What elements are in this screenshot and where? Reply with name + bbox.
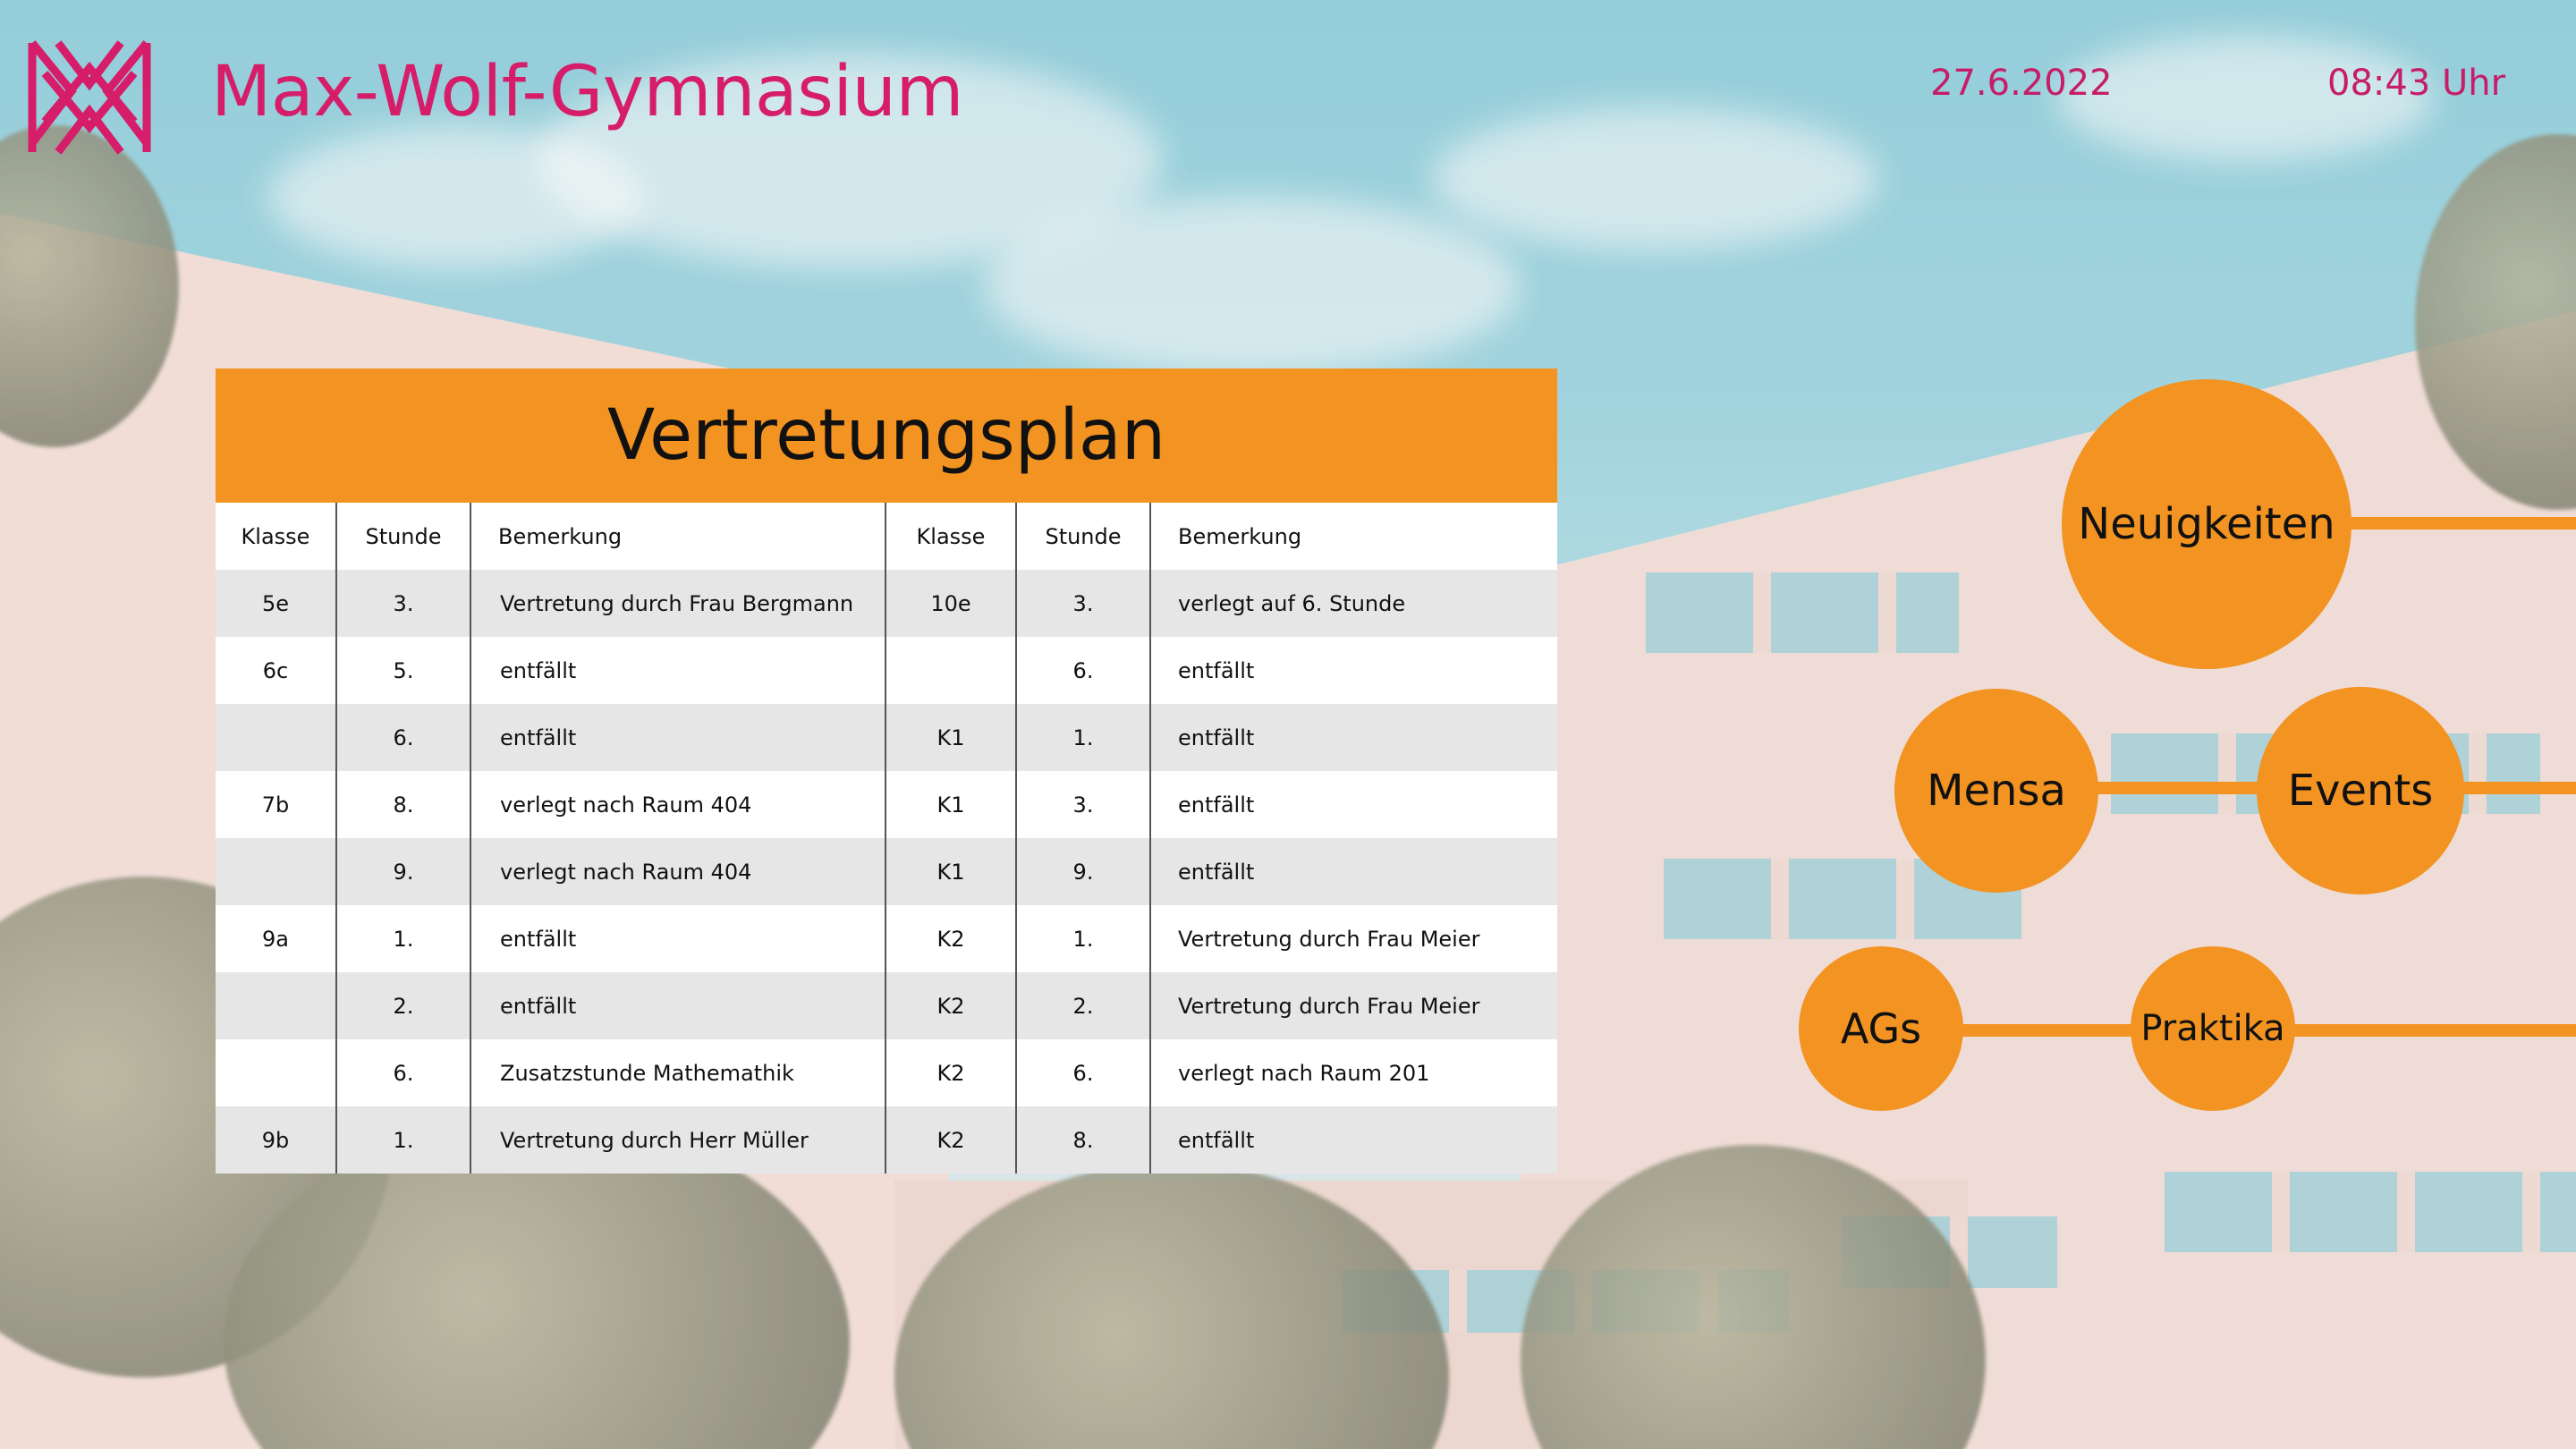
cell-bemerkung: entfällt: [470, 905, 886, 972]
cell-stunde: 9.: [1016, 838, 1150, 905]
nav-label: Praktika: [2140, 1008, 2285, 1049]
nav-bubble-praktika[interactable]: [2131, 946, 2295, 1111]
table-row: [216, 838, 1557, 905]
cell-bemerkung: entfällt: [1150, 704, 1557, 771]
cell-stunde: 6.: [1016, 637, 1150, 704]
cell-klasse: 7b: [216, 771, 336, 838]
cell-stunde: 6.: [336, 704, 470, 771]
cell-stunde: 2.: [336, 972, 470, 1039]
cell-bemerkung: Vertretung durch Frau Meier: [1150, 972, 1557, 1039]
cell-klasse: [216, 1039, 336, 1106]
cell-bemerkung: entfällt: [1150, 637, 1557, 704]
table-row: [216, 771, 1557, 838]
date-display: 27.6.2022: [1930, 63, 2113, 104]
cell-bemerkung: verlegt nach Raum 404: [470, 771, 886, 838]
cell-stunde: 1.: [1016, 704, 1150, 771]
cell-klasse: K1: [886, 838, 1016, 905]
cell-stunde: 2.: [1016, 972, 1150, 1039]
table-row: [216, 972, 1557, 1039]
cell-bemerkung: entfällt: [470, 637, 886, 704]
cell-klasse: [216, 972, 336, 1039]
plan-header: [216, 369, 1557, 503]
connector-line: [2343, 517, 2576, 530]
cell-stunde: 1.: [1016, 905, 1150, 972]
nav-label: Events: [2287, 766, 2434, 816]
cell-klasse: [216, 704, 336, 771]
cell-klasse: 9b: [216, 1106, 336, 1174]
cell-stunde: 9.: [336, 838, 470, 905]
cell-klasse: K1: [886, 771, 1016, 838]
cell-klasse: K2: [886, 1039, 1016, 1106]
cell-stunde: 6.: [336, 1039, 470, 1106]
cell-klasse: K2: [886, 1106, 1016, 1174]
nav-label: AGs: [1840, 1004, 1922, 1053]
cell-bemerkung: verlegt nach Raum 404: [470, 838, 886, 905]
column-header-bemerkung: Bemerkung: [470, 503, 886, 570]
column-header-klasse: Klasse: [216, 503, 336, 570]
nav-bubble-mensa[interactable]: [1894, 689, 2098, 893]
table-row: [216, 570, 1557, 637]
table-row: [216, 704, 1557, 771]
cell-klasse: K2: [886, 905, 1016, 972]
cell-stunde: 5.: [336, 637, 470, 704]
cell-stunde: 3.: [1016, 570, 1150, 637]
cell-stunde: 3.: [1016, 771, 1150, 838]
cell-bemerkung: Vertretung durch Frau Bergmann: [470, 570, 886, 637]
cell-klasse: 6c: [216, 637, 336, 704]
nav-label: Mensa: [1927, 766, 2066, 816]
school-name: Max-Wolf-Gymnasium: [211, 52, 963, 132]
cell-bemerkung: Vertretung durch Herr Müller: [470, 1106, 886, 1174]
nav-bubble-neuigkeiten[interactable]: [2062, 379, 2351, 669]
nav-label: Neuigkeiten: [2078, 499, 2335, 549]
table-row: [216, 1106, 1557, 1174]
time-display: 08:43 Uhr: [2327, 63, 2506, 104]
column-header-bemerkung: Bemerkung: [1150, 503, 1557, 570]
cell-klasse: 10e: [886, 570, 1016, 637]
plan-title: Vertretungsplan: [606, 395, 1166, 476]
cell-bemerkung: verlegt auf 6. Stunde: [1150, 570, 1557, 637]
nav-bubble-events[interactable]: [2257, 687, 2464, 894]
substitution-plan: [216, 369, 1557, 1174]
cell-klasse: [886, 637, 1016, 704]
column-header-klasse: Klasse: [886, 503, 1016, 570]
table-row: [216, 637, 1557, 704]
mwg-logo-icon: [27, 38, 152, 157]
table-row: [216, 905, 1557, 972]
cell-klasse: K1: [886, 704, 1016, 771]
cell-bemerkung: entfällt: [1150, 771, 1557, 838]
cell-klasse: [216, 838, 336, 905]
cell-klasse: K2: [886, 972, 1016, 1039]
table-header-row: [216, 503, 1557, 570]
cell-stunde: 3.: [336, 570, 470, 637]
cell-bemerkung: entfällt: [1150, 1106, 1557, 1174]
cell-bemerkung: Zusatzstunde Mathemathik: [470, 1039, 886, 1106]
cell-stunde: 1.: [336, 1106, 470, 1174]
cell-klasse: 5e: [216, 570, 336, 637]
column-header-stunde: Stunde: [1016, 503, 1150, 570]
cell-bemerkung: entfällt: [1150, 838, 1557, 905]
cell-bemerkung: verlegt nach Raum 201: [1150, 1039, 1557, 1106]
substitution-table: [216, 503, 1557, 1174]
cell-bemerkung: Vertretung durch Frau Meier: [1150, 905, 1557, 972]
cell-bemerkung: entfällt: [470, 704, 886, 771]
cell-bemerkung: entfällt: [470, 972, 886, 1039]
cell-stunde: 6.: [1016, 1039, 1150, 1106]
cell-stunde: 8.: [1016, 1106, 1150, 1174]
column-header-stunde: Stunde: [336, 503, 470, 570]
cell-stunde: 1.: [336, 905, 470, 972]
nav-bubble-ags[interactable]: [1799, 946, 1963, 1111]
cell-stunde: 8.: [336, 771, 470, 838]
cell-klasse: 9a: [216, 905, 336, 972]
table-row: [216, 1039, 1557, 1106]
